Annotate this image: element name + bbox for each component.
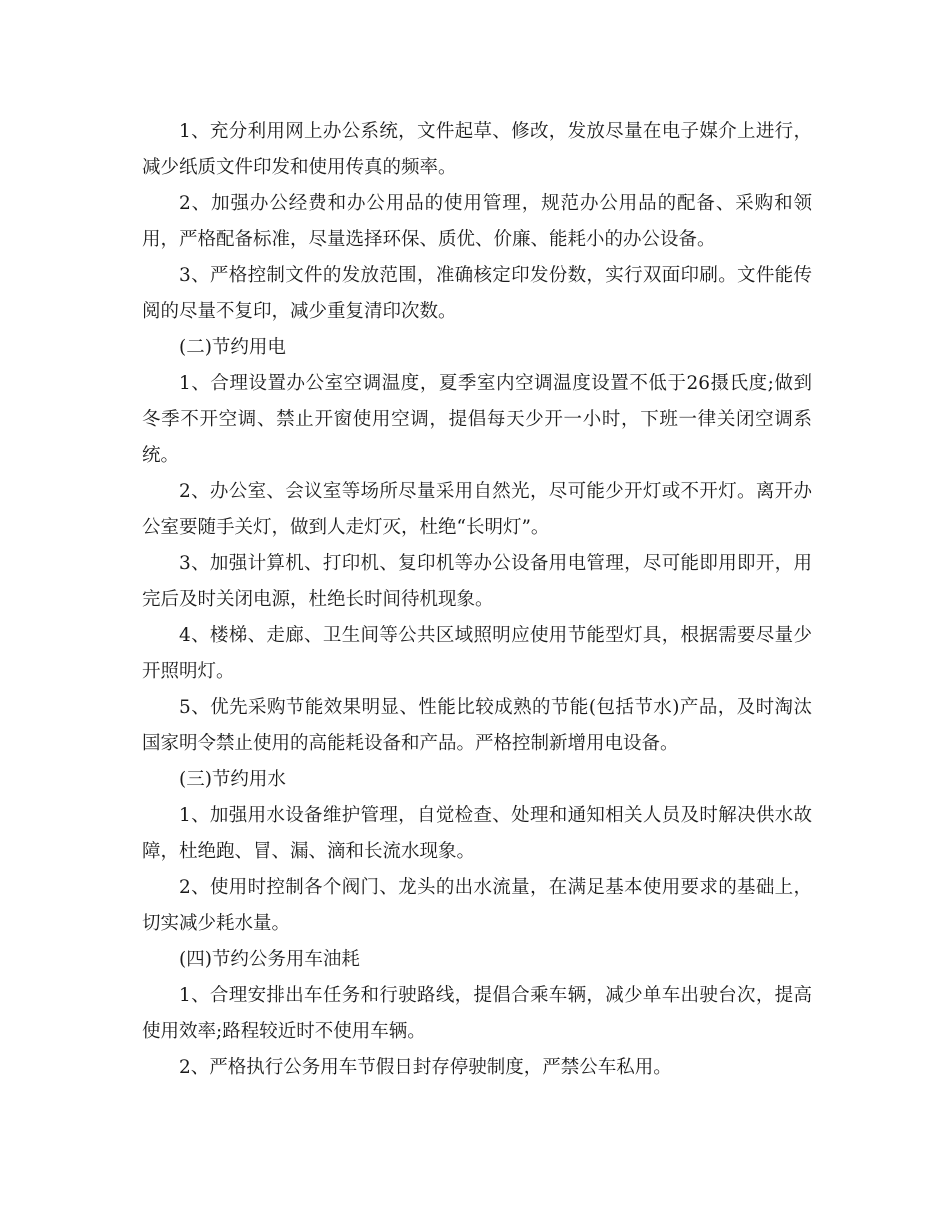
section-heading-water: (三)节约用水	[179, 769, 286, 790]
section-heading-vehicle-fuel: (四)节约公务用车油耗	[179, 949, 360, 970]
paragraph-energy-procurement: 5、优先采购节能效果明显、性能比较成熟的节能(包括节水)产品，及时淘汰国家明令禁止使用的高能耗设备和产品。严格控制新增用电设备。	[142, 697, 812, 754]
paragraph-office-equipment: 3、加强计算机、打印机、复印机等办公设备用电管理，尽可能即用即开，用完后及时关闭电源，杜绝长时间待机现象。	[142, 553, 812, 610]
paragraph-air-conditioning: 1、合理设置办公室空调温度，夏季室内空调温度设置不低于26摄氏度;做到冬季不开空调、禁止开窗使用空调，提倡每天少开一小时，下班一律关闭空调系统。	[142, 373, 812, 466]
paragraph-water-maintenance: 1、加强用水设备维护管理，自觉检查、处理和通知相关人员及时解决供水故障，杜绝跑、冒、漏、滴和长流水现象。	[142, 805, 812, 862]
section-heading-electricity: (二)节约用电	[179, 337, 286, 358]
paragraph-vehicle-routing: 1、合理安排出车任务和行驶路线，提倡合乘车辆，减少单车出驶台次，提高使用效率;路程较近时不使用车辆。	[142, 985, 812, 1042]
document-body	[142, 114, 812, 1086]
paragraph-printing-control: 3、严格控制文件的发放范围，准确核定印发份数，实行双面印刷。文件能传阅的尽量不复印，减少重复清印次数。	[142, 265, 812, 322]
paragraph-lighting: 2、办公室、会议室等场所尽量采用自然光，尽可能少开灯或不开灯。离开办公室要随手关灯，做到人走灯灭，杜绝“长明灯”。	[142, 481, 812, 538]
paragraph-office-system: 1、充分利用网上办公系统，文件起草、修改，发放尽量在电子媒介上进行，减少纸质文件印发和使用传真的频率。	[142, 121, 812, 178]
paragraph-water-flow: 2、使用时控制各个阀门、龙头的出水流量，在满足基本使用要求的基础上，切实减少耗水量。	[142, 877, 812, 934]
paragraph-office-supplies: 2、加强办公经费和办公用品的使用管理，规范办公用品的配备、采购和领用，严格配备标准，尽量选择环保、质优、价廉、能耗小的办公设备。	[142, 193, 812, 250]
paragraph-vehicle-holiday: 2、严格执行公务用车节假日封存停驶制度，严禁公车私用。	[179, 1057, 672, 1078]
paragraph-public-lighting: 4、楼梯、走廊、卫生间等公共区域照明应使用节能型灯具，根据需要尽量少开照明灯。	[142, 625, 812, 682]
